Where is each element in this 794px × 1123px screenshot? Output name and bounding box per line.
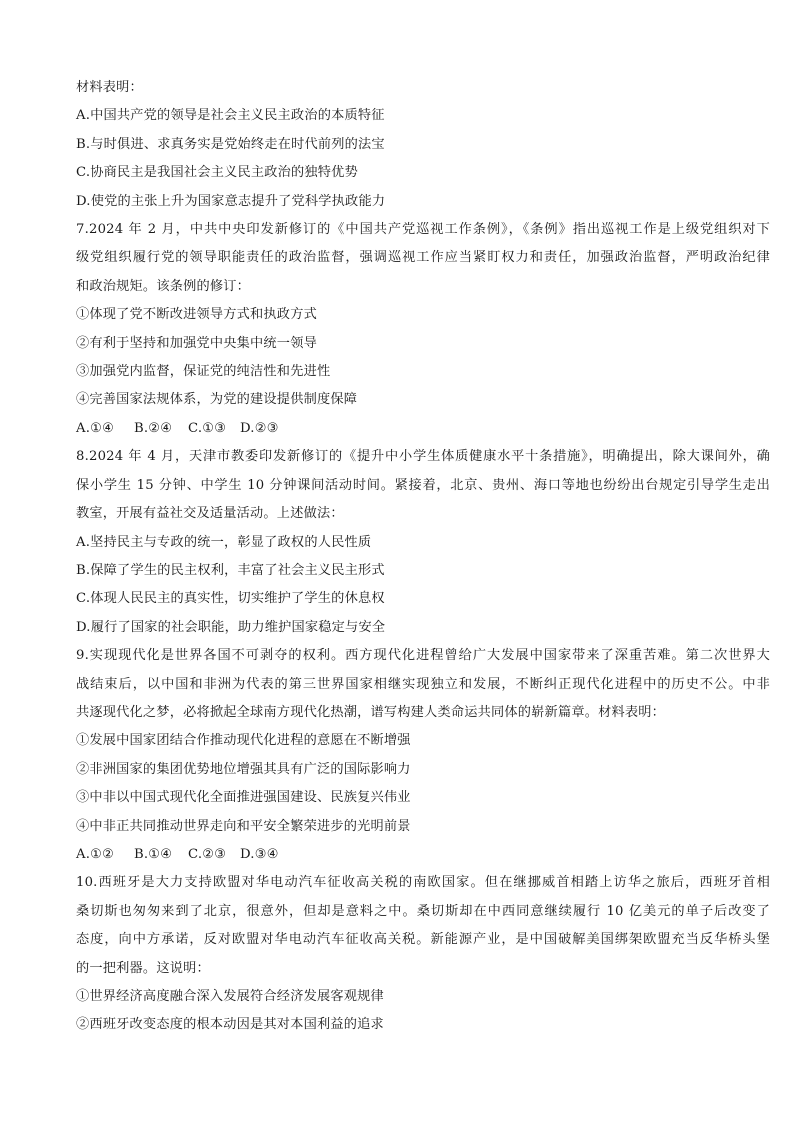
q6-option-d: D.使党的主张上升为国家意志提升了党科学执政能力 [76, 193, 386, 209]
q9-choice-b: B.①④ [134, 846, 173, 862]
q10-stem-line: 态度，向中方承诺，反对欧盟对华电动汽车征收高关税。新能源产业，是中国破解美国绑架欧盟充当反华桥头堡 [76, 932, 770, 948]
q9-choices [76, 841, 770, 869]
q9-choice-d: D.③④ [240, 846, 279, 862]
q8-stem-line: 保小学生 15 分钟、中学生 10 分钟课间活动时间。紧接着，北京、贵州、海口等地也纷纷出台规定引导学生走出 [76, 477, 770, 493]
q7-choice-a: A.①④ [76, 420, 115, 436]
q8-option-b: B.保障了学生的民主权利，丰富了社会主义民主形式 [76, 562, 385, 578]
q9-stem-line: 战结束后，以中国和非洲为代表的第三世界国家相继实现独立和发展，不断纠正现代化进程中的历史不公。中非 [76, 676, 770, 692]
q10-stem-line: 桑切斯也匆匆来到了北京，很意外，但却是意料之中。桑切斯却在中西同意继续履行 10 亿美元的单子后改变了 [76, 903, 770, 919]
q9-choice-a: A.①② [76, 846, 115, 862]
q9-item: ②非洲国家的集团优势地位增强其具有广泛的国际影响力 [76, 761, 411, 777]
q7-choice-c: C.①③ [188, 420, 227, 436]
q7-item: ③加强党内监督，保证党的纯洁性和先进性 [76, 364, 331, 380]
q7-stem-line: 和政治规矩。该条例的修订： [76, 278, 251, 294]
q8-stem-line: 教室，开展有益社交及适量活动。上述做法： [76, 506, 344, 522]
material-intro: 材料表明： [76, 80, 143, 95]
q7-item: ②有利于坚持和加强党中央集中统一领导 [76, 335, 317, 351]
q7-item: ①体现了党不断改进领导方式和执政方式 [76, 307, 317, 323]
q8-option-d: D.履行了国家的社会职能，助力维护国家稳定与安全 [76, 619, 386, 635]
q7-choice-b: B.②④ [134, 420, 173, 436]
q10-item: ①世界经济高度融合深入发展符合经济发展客观规律 [76, 989, 384, 1004]
q10-stem-line: 的一把利器。这说明： [76, 960, 210, 976]
q9-choice-c: C.②③ [188, 846, 227, 862]
q7-choices [76, 415, 770, 443]
exam-page [76, 74, 770, 1040]
q10-item: ②西班牙改变态度的根本动因是其对本国利益的追求 [76, 1017, 384, 1033]
q8-option-c: C.体现人民民主的真实性，切实维护了学生的休息权 [76, 591, 385, 607]
q9-item: ①发展中国家团结合作推动现代化进程的意愿在不断增强 [76, 733, 411, 749]
q9-item: ④中非正共同推动世界走向和平安全繁荣进步的光明前景 [76, 818, 411, 834]
q9-item: ③中非以中国式现代化全面推进强国建设、民族复兴伟业 [76, 790, 411, 806]
q8-option-a: A.坚持民主与专政的统一，彰显了政权的人民性质 [76, 534, 372, 550]
q9-stem-line: 共逐现代化之梦，必将掀起全球南方现代化热潮，谱写构建人类命运共同体的崭新篇章。材料表明： [76, 704, 666, 720]
q6-option-c: C.协商民主是我国社会主义民主政治的独特优势 [76, 165, 358, 181]
q6-option-b: B.与时俱进、求真务实是党始终走在时代前列的法宝 [76, 136, 385, 152]
q10-stem-line: 10.西班牙是大力支持欧盟对华电动汽车征收高关税的南欧国家。但在继挪威首相踏上访华之旅后，西班牙首相 [76, 875, 770, 891]
q7-choice-d: D.②③ [240, 420, 279, 436]
q9-stem-line: 9.实现现代化是世界各国不可剥夺的权利。西方现代化进程曾给广大发展中国家带来了深重苦难。第二次世界大 [76, 648, 770, 664]
q8-stem-line: 8.2024 年 4 月，天津市教委印发新修订的《提升中小学生体质健康水平十条措施》，明确提出，除大课间外，确 [76, 449, 770, 465]
q6-option-a: A.中国共产党的领导是社会主义民主政治的本质特征 [76, 108, 385, 124]
q7-stem-line: 7.2024 年 2 月，中共中央印发新修订的《中国共产党巡视工作条例》，《条例》指出巡视工作是上级党组织对下 [76, 222, 770, 238]
q7-item: ④完善国家法规体系，为党的建设提供制度保障 [76, 392, 358, 408]
q7-stem-line: 级党组织履行党的领导职能责任的政治监督，强调巡视工作应当紧盯权力和责任，加强政治监督，严明政治纪律 [76, 250, 770, 266]
